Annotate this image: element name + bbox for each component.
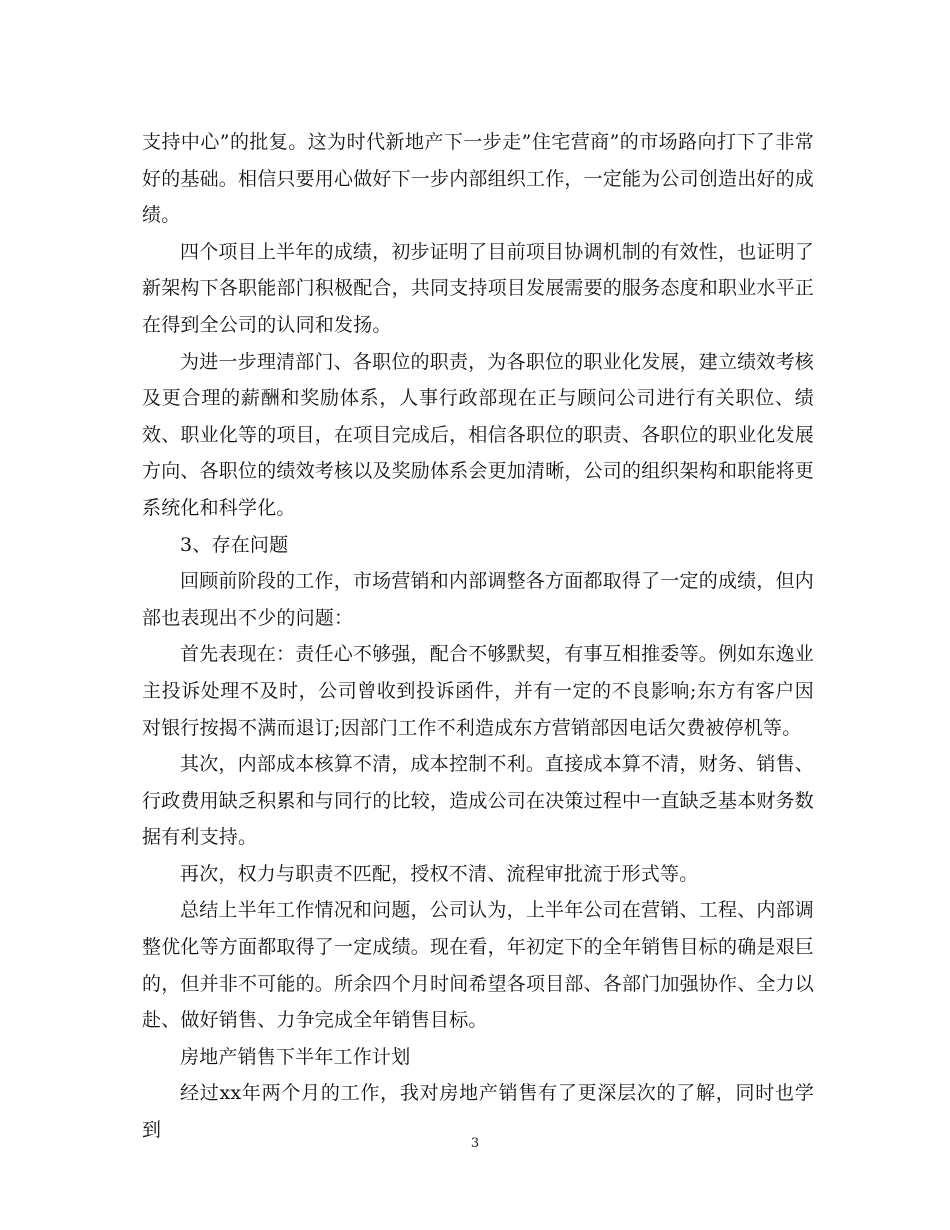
document-body — [142, 124, 814, 1149]
paragraph-third-problem: 再次，权力与职责不匹配，授权不清、流程审批流于形式等。 — [180, 862, 699, 885]
paragraph-plan-intro: 经过xx年两个月的工作，我对房地产销售有了更深层次的了解，同时也学到 — [142, 1082, 814, 1142]
paragraph-review: 回顾前阶段的工作，市场营销和内部调整各方面都取得了一定的成绩，但内部也表现出不少的问题： — [142, 570, 814, 629]
section-heading-plan: 房地产销售下半年工作计划 — [180, 1045, 411, 1068]
section-heading-problems: 3、存在问题 — [180, 533, 289, 556]
paragraph-performance-system: 为进一步理清部门、各职位的职责，为各职位的职业化发展，建立绩效考核及更合理的薪酬和奖励体系，人事行政部现在正与顾问公司进行有关职位、绩效、职业化等的项目，在项目完成后，相信各职位的职责、各职位的职业化发展方向、各职位的绩效考核以及奖励体系会更加清晰，公司的组织架构和职能将更系统化和科学化。 — [142, 350, 815, 519]
paragraph-second-problem: 其次，内部成本核算不清，成本控制不利。直接成本算不清，财务、销售、行政费用缺乏积累和与同行的比较，造成公司在决策过程中一直缺乏基本财务数据有利支持。 — [142, 753, 815, 849]
paragraph-project-results: 四个项目上半年的成绩，初步证明了目前项目协调机制的有效性，也证明了新架构下各职能部门积极配合，共同支持项目发展需要的服务态度和职业水平正在得到全公司的认同和发扬。 — [142, 240, 815, 336]
paragraph-summary: 总结上半年工作情况和问题，公司认为，上半年公司在营销、工程、内部调整优化等方面都取得了一定成绩。现在看，年初定下的全年销售目标的确是艰巨的，但并非不可能的。所余四个月时间希望各项目部、各部门加强协作、全力以赴、做好销售、力争完成全年销售目标。 — [142, 899, 815, 1032]
page-number: 3 — [470, 1136, 480, 1151]
paragraph-continuation: 支持中心”的批复。这为时代新地产下一步走”住宅营商”的市场路向打下了非常好的基础。相信只要用心做好下一步内部组织工作，一定能为公司创造出好的成绩。 — [142, 131, 815, 227]
paragraph-first-problem: 首先表现在：责任心不够强，配合不够默契，有事互相推委等。例如东逸业主投诉处理不及时，公司曾收到投诉函件，并有一定的不良影响;东方有客户因对银行按揭不满而退订;因部门工作不利造成东方营销部因电话欠费被停机等。 — [142, 643, 814, 739]
